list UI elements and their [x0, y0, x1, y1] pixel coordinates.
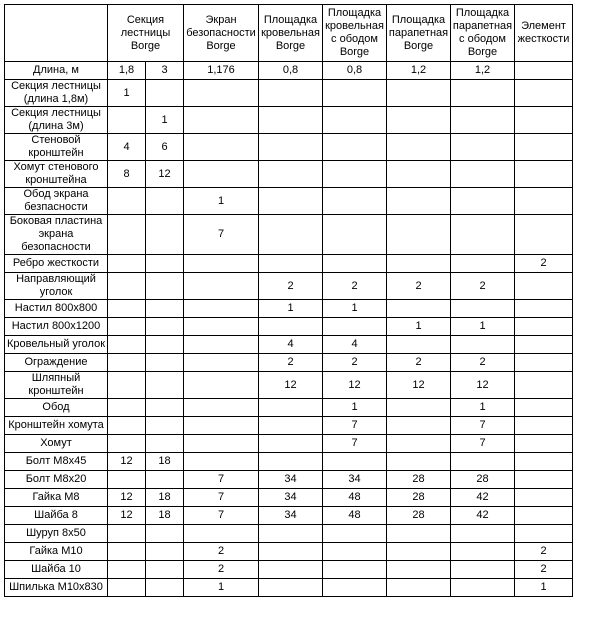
table-cell: [146, 336, 184, 354]
row-label: Гайка M8: [5, 489, 108, 507]
header-ladder-section: Секция лестницы Borge: [108, 5, 184, 62]
table-row: [5, 435, 573, 453]
table-cell: 2: [387, 354, 451, 372]
table-cell: [451, 336, 515, 354]
table-cell: [387, 161, 451, 188]
table-cell: 48: [323, 507, 387, 525]
table-cell: [108, 300, 146, 318]
table-cell: [515, 525, 573, 543]
table-cell: [184, 300, 259, 318]
table-cell: [184, 372, 259, 399]
table-cell: [451, 579, 515, 597]
header-parapet-platform: Площадка парапетная Borge: [387, 5, 451, 62]
table-cell: [146, 471, 184, 489]
table-cell: [451, 543, 515, 561]
table-cell: [184, 107, 259, 134]
table-cell: [146, 417, 184, 435]
table-cell: [108, 561, 146, 579]
table-row: [5, 507, 573, 525]
row-label: Ограждение: [5, 354, 108, 372]
table-cell: [146, 80, 184, 107]
table-row: [5, 489, 573, 507]
table-cell: 7: [451, 417, 515, 435]
table-cell: [323, 188, 387, 215]
table-cell: 28: [387, 489, 451, 507]
table-cell: 7: [184, 507, 259, 525]
table-cell: [451, 300, 515, 318]
table-cell: 2: [451, 273, 515, 300]
table-cell: 1,2: [387, 62, 451, 80]
table-cell: 12: [108, 489, 146, 507]
row-label: Шуруп 8x50: [5, 525, 108, 543]
table-cell: [451, 215, 515, 255]
table-cell: 3: [146, 62, 184, 80]
table-cell: 1: [451, 399, 515, 417]
table-cell: 12: [108, 507, 146, 525]
header-row: [5, 5, 573, 62]
table-body: [5, 62, 573, 597]
table-cell: [146, 372, 184, 399]
table-cell: 18: [146, 507, 184, 525]
row-label: Шпилька M10x830: [5, 579, 108, 597]
table-cell: [451, 134, 515, 161]
table-cell: [515, 489, 573, 507]
table-cell: [515, 417, 573, 435]
table-cell: 1,2: [451, 62, 515, 80]
table-cell: 7: [323, 417, 387, 435]
table-cell: [387, 561, 451, 579]
table-cell: [259, 161, 323, 188]
table-cell: [108, 336, 146, 354]
table-cell: [387, 134, 451, 161]
table-cell: [108, 215, 146, 255]
row-label: Секция лестницы (длина 3м): [5, 107, 108, 134]
table-cell: [387, 80, 451, 107]
table-cell: [108, 318, 146, 336]
table-cell: [515, 435, 573, 453]
table-cell: [184, 399, 259, 417]
table-cell: 2: [515, 561, 573, 579]
table-cell: [259, 107, 323, 134]
table-cell: [259, 80, 323, 107]
table-cell: [515, 300, 573, 318]
table-cell: 1,176: [184, 62, 259, 80]
table-cell: 28: [387, 471, 451, 489]
table-cell: 6: [146, 134, 184, 161]
table-cell: [146, 215, 184, 255]
table-cell: [323, 255, 387, 273]
table-row: [5, 579, 573, 597]
table-cell: 48: [323, 489, 387, 507]
table-cell: [259, 255, 323, 273]
table-cell: [184, 318, 259, 336]
table-row: [5, 543, 573, 561]
table-cell: [259, 543, 323, 561]
row-label: Кровельный уголок: [5, 336, 108, 354]
header-corner: [5, 5, 108, 62]
table-cell: [387, 215, 451, 255]
table-cell: 2: [184, 543, 259, 561]
specification-table: [4, 4, 573, 597]
table-cell: 1,8: [108, 62, 146, 80]
row-label: Длина, м: [5, 62, 108, 80]
table-cell: [515, 273, 573, 300]
table-cell: 12: [451, 372, 515, 399]
table-row: [5, 417, 573, 435]
table-row: [5, 188, 573, 215]
table-cell: [184, 80, 259, 107]
table-cell: [259, 579, 323, 597]
row-label: Настил 800x800: [5, 300, 108, 318]
table-cell: 2: [323, 273, 387, 300]
table-row: [5, 80, 573, 107]
table-row: [5, 372, 573, 399]
table-row: [5, 336, 573, 354]
table-cell: 1: [387, 318, 451, 336]
table-cell: 1: [108, 80, 146, 107]
table-cell: 1: [184, 579, 259, 597]
row-label: Хомут: [5, 435, 108, 453]
table-cell: 2: [515, 255, 573, 273]
table-cell: [146, 354, 184, 372]
table-cell: 1: [323, 300, 387, 318]
table-row: [5, 134, 573, 161]
table-cell: [515, 188, 573, 215]
table-cell: [387, 107, 451, 134]
table-cell: 4: [323, 336, 387, 354]
table-cell: 2: [515, 543, 573, 561]
table-cell: [184, 354, 259, 372]
table-cell: [323, 525, 387, 543]
table-cell: 8: [108, 161, 146, 188]
table-cell: [146, 525, 184, 543]
table-cell: [108, 435, 146, 453]
table-cell: [108, 579, 146, 597]
table-row: [5, 215, 573, 255]
table-cell: [259, 525, 323, 543]
table-cell: [108, 399, 146, 417]
table-cell: [387, 336, 451, 354]
table-cell: 18: [146, 453, 184, 471]
row-label: Шайба 8: [5, 507, 108, 525]
row-label: Гайка M10: [5, 543, 108, 561]
table-cell: [515, 134, 573, 161]
table-cell: 12: [387, 372, 451, 399]
table-cell: [387, 188, 451, 215]
table-row: [5, 300, 573, 318]
table-cell: 1: [184, 188, 259, 215]
row-label: Ребро жесткости: [5, 255, 108, 273]
table-cell: [184, 336, 259, 354]
table-cell: [146, 318, 184, 336]
table-cell: [515, 372, 573, 399]
table-cell: [146, 579, 184, 597]
table-row: [5, 62, 573, 80]
table-cell: 12: [323, 372, 387, 399]
row-label: Болт M8x20: [5, 471, 108, 489]
table-cell: [515, 453, 573, 471]
row-label: Шайба 10: [5, 561, 108, 579]
table-cell: [184, 417, 259, 435]
row-label: Боковая пластина экрана безопасности: [5, 215, 108, 255]
row-label: Секция лестницы (длина 1,8м): [5, 80, 108, 107]
table-cell: [515, 354, 573, 372]
table-cell: [451, 107, 515, 134]
table-cell: [146, 273, 184, 300]
table-cell: [146, 300, 184, 318]
table-cell: [108, 417, 146, 435]
table-row: [5, 273, 573, 300]
table-cell: [259, 435, 323, 453]
table-cell: 0,8: [323, 62, 387, 80]
table-cell: 7: [323, 435, 387, 453]
table-cell: [259, 318, 323, 336]
table-cell: 42: [451, 507, 515, 525]
table-cell: 12: [108, 453, 146, 471]
table-cell: 34: [259, 489, 323, 507]
table-cell: [184, 255, 259, 273]
table-cell: [259, 134, 323, 161]
table-cell: [323, 579, 387, 597]
table-cell: [387, 525, 451, 543]
header-safety-screen: Экран безопасности Borge: [184, 5, 259, 62]
table-cell: [108, 273, 146, 300]
table-cell: [387, 453, 451, 471]
table-cell: 1: [259, 300, 323, 318]
table-cell: [451, 453, 515, 471]
table-cell: [146, 399, 184, 417]
table-cell: [387, 300, 451, 318]
table-row: [5, 354, 573, 372]
table-cell: [184, 525, 259, 543]
table-cell: [451, 80, 515, 107]
table-cell: [387, 255, 451, 273]
table-row: [5, 318, 573, 336]
table-cell: [387, 399, 451, 417]
table-cell: 12: [259, 372, 323, 399]
table-cell: [108, 525, 146, 543]
table-cell: 28: [451, 471, 515, 489]
table-cell: [259, 399, 323, 417]
table-cell: 1: [515, 579, 573, 597]
table-cell: [323, 80, 387, 107]
table-cell: [259, 417, 323, 435]
table-cell: [515, 399, 573, 417]
table-cell: [184, 273, 259, 300]
table-cell: [515, 336, 573, 354]
table-cell: [451, 161, 515, 188]
table-cell: [515, 80, 573, 107]
table-cell: [146, 561, 184, 579]
table-cell: 34: [259, 471, 323, 489]
table-row: [5, 561, 573, 579]
table-cell: [184, 134, 259, 161]
header-parapet-platform-rim: Площадка парапетная с ободом Borge: [451, 5, 515, 62]
table-cell: [184, 161, 259, 188]
table-cell: [451, 525, 515, 543]
table-cell: [323, 318, 387, 336]
table-cell: 1: [323, 399, 387, 417]
row-label: Настил 800x1200: [5, 318, 108, 336]
table-cell: [108, 188, 146, 215]
table-cell: [387, 579, 451, 597]
table-cell: 2: [259, 273, 323, 300]
header-stiffener: Элемент жесткости: [515, 5, 573, 62]
header-roof-platform-rim: Площадка кровельная с ободом Borge: [323, 5, 387, 62]
table-cell: 12: [146, 161, 184, 188]
table-cell: [146, 435, 184, 453]
table-cell: 7: [451, 435, 515, 453]
table-cell: [515, 62, 573, 80]
table-row: [5, 255, 573, 273]
table-row: [5, 525, 573, 543]
table-cell: [387, 435, 451, 453]
table-cell: [184, 453, 259, 471]
row-label: Болт M8x45: [5, 453, 108, 471]
table-cell: [146, 188, 184, 215]
table-cell: 2: [451, 354, 515, 372]
table-cell: [108, 107, 146, 134]
table-cell: [323, 215, 387, 255]
row-label: Хомут стенового кронштейна: [5, 161, 108, 188]
table-cell: [108, 543, 146, 561]
table-cell: [515, 215, 573, 255]
table-row: [5, 471, 573, 489]
table-cell: [108, 372, 146, 399]
table-cell: [259, 453, 323, 471]
table-cell: 4: [108, 134, 146, 161]
table-cell: 0,8: [259, 62, 323, 80]
table-cell: [108, 471, 146, 489]
table-cell: [515, 161, 573, 188]
table-cell: [387, 543, 451, 561]
table-cell: [451, 255, 515, 273]
table-cell: [146, 543, 184, 561]
table-cell: [515, 471, 573, 489]
table-cell: [451, 188, 515, 215]
table-row: [5, 161, 573, 188]
table-cell: [323, 134, 387, 161]
table-cell: 7: [184, 489, 259, 507]
table-cell: [259, 188, 323, 215]
table-cell: [515, 107, 573, 134]
table-cell: 2: [184, 561, 259, 579]
row-label: Кронштейн хомута: [5, 417, 108, 435]
row-label: Направляющий уголок: [5, 273, 108, 300]
table-cell: [323, 543, 387, 561]
table-cell: 7: [184, 471, 259, 489]
table-cell: 34: [259, 507, 323, 525]
table-cell: 7: [184, 215, 259, 255]
table-row: [5, 399, 573, 417]
table-cell: [323, 453, 387, 471]
table-cell: [259, 561, 323, 579]
table-cell: 1: [451, 318, 515, 336]
table-cell: 4: [259, 336, 323, 354]
table-cell: [108, 354, 146, 372]
table-cell: [323, 107, 387, 134]
table-cell: 28: [387, 507, 451, 525]
row-label: Стеновой кронштейн: [5, 134, 108, 161]
table-cell: 1: [146, 107, 184, 134]
table-cell: [451, 561, 515, 579]
table-cell: 2: [323, 354, 387, 372]
row-label: Обод: [5, 399, 108, 417]
table-row: [5, 107, 573, 134]
table-cell: [146, 255, 184, 273]
table-cell: 34: [323, 471, 387, 489]
table-cell: 18: [146, 489, 184, 507]
table-cell: [323, 161, 387, 188]
table-cell: 2: [259, 354, 323, 372]
table-row: [5, 453, 573, 471]
table-cell: [184, 435, 259, 453]
header-roof-platform: Площадка кровельная Borge: [259, 5, 323, 62]
table-cell: [387, 417, 451, 435]
table-cell: [515, 507, 573, 525]
table-cell: [108, 255, 146, 273]
table-cell: 42: [451, 489, 515, 507]
row-label: Шляпный кронштейн: [5, 372, 108, 399]
table-cell: [323, 561, 387, 579]
row-label: Обод экрана безпасности: [5, 188, 108, 215]
table-cell: [515, 318, 573, 336]
table-cell: 2: [387, 273, 451, 300]
table-cell: [259, 215, 323, 255]
